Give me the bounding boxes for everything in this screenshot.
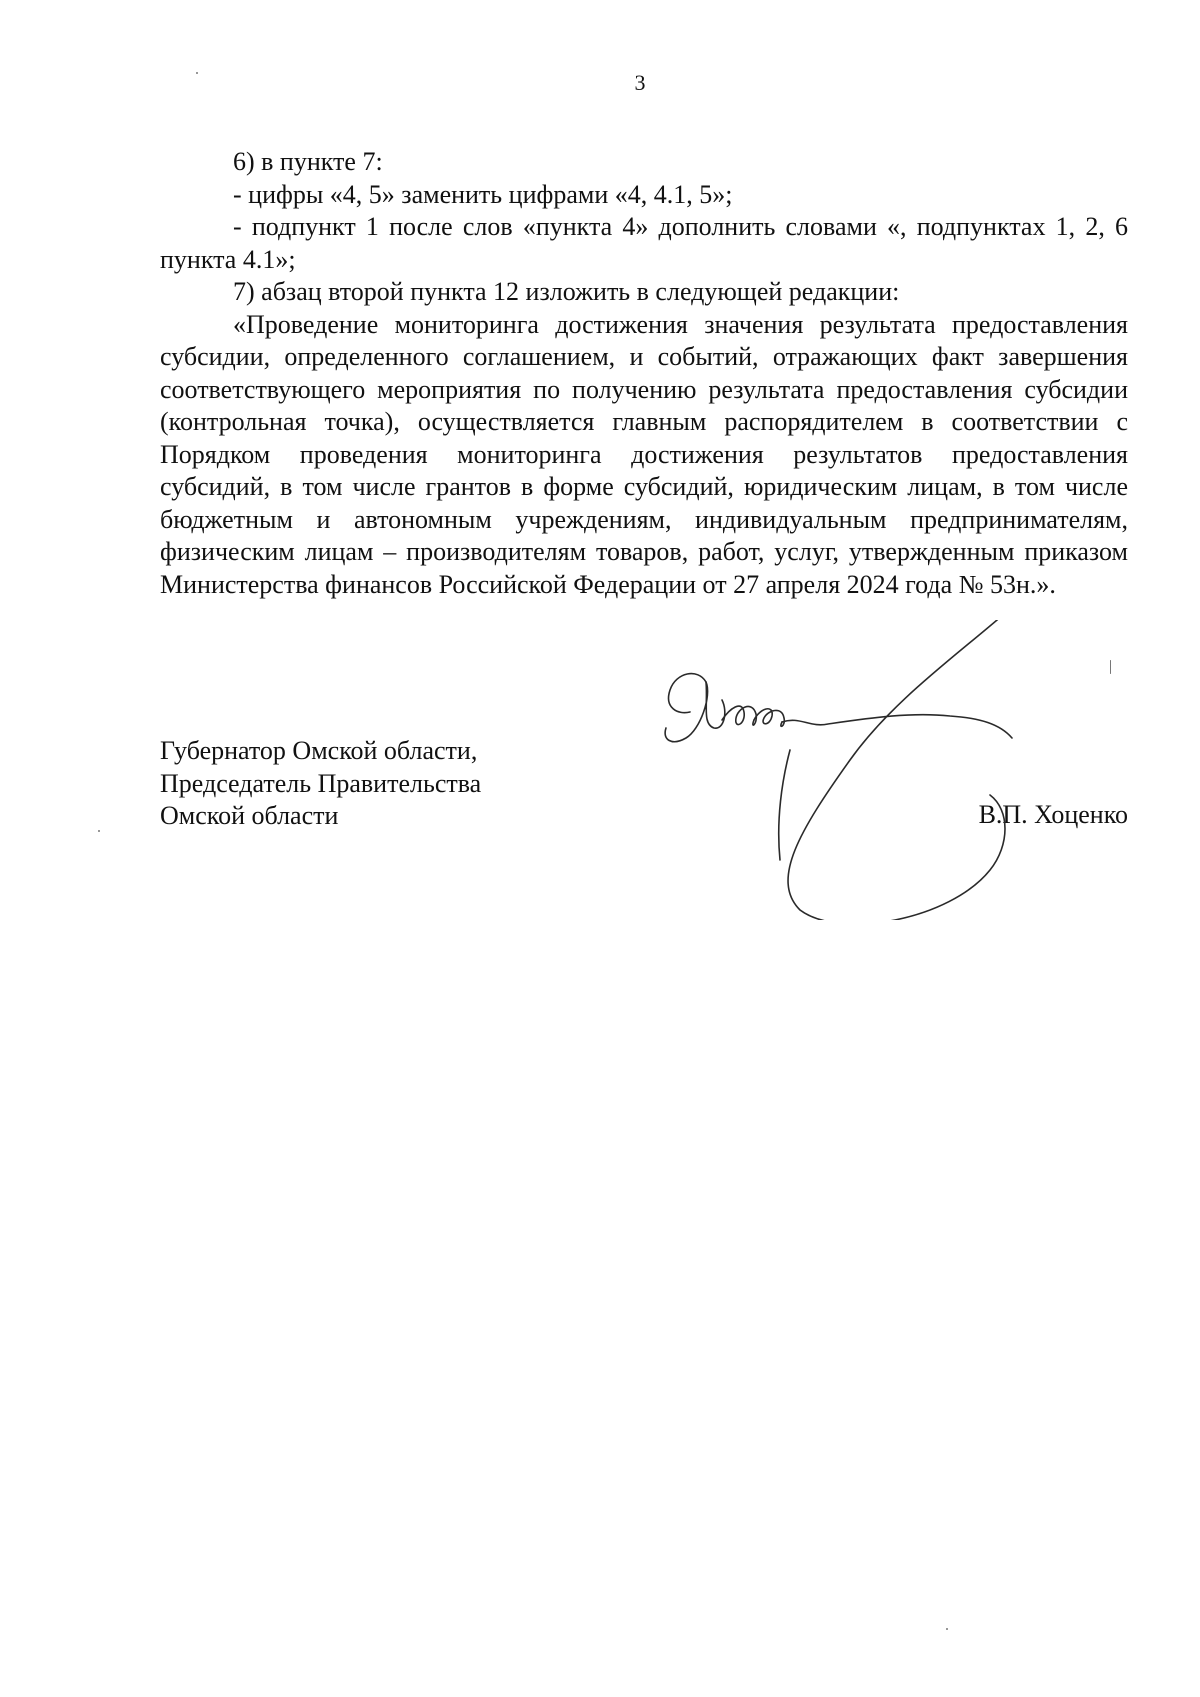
paragraph: 7) абзац второй пункта 12 изложить в следующей редакции: <box>233 277 900 306</box>
signature-stroke <box>722 706 756 725</box>
paragraph: - подпункт 1 после слов «пункта 4» дополнить словами «, подпунктах 1, 2, 6 пункта 4.1»; <box>160 212 1128 274</box>
page-number: 3 <box>634 70 646 95</box>
signer-name: В.П. Хоценко <box>978 800 1128 829</box>
paragraph: «Проведение мониторинга достижения значения результата предоставления субсидии, определенного соглашением, и событий, отражающих факт завершения соответствующего мероприятия по получению результата предоставления субсидии (контрольная точка), осуществляется главным распорядителем в соответствии с Порядком проведения мониторинга достижения результатов предоставления субсидий, в том числе грантов в форме субсидий, юридическим лицам, в том числе бюджетным и автономным учреждениям, индивидуальным предпринимателям, физическим лицам – производителям товаров, работ, услуг, утвержденным приказом Министерства финансов Российской Федерации от 27 апреля 2024 года № 53н.». <box>160 309 1128 599</box>
scan-speck <box>1110 660 1111 674</box>
document-body <box>160 146 1128 601</box>
scan-speck <box>946 1628 948 1630</box>
signature-stroke <box>706 682 725 728</box>
scan-speck <box>196 72 198 74</box>
signature-stroke <box>788 620 1030 920</box>
scan-speck <box>98 830 100 832</box>
signature-stroke <box>782 715 1012 738</box>
signature-stroke <box>754 709 784 727</box>
signature-stroke <box>779 750 790 860</box>
paragraph: 6) в пункте 7: <box>233 147 383 176</box>
paragraph: - цифры «4, 5» заменить цифрами «4, 4.1, 5»; <box>233 179 733 209</box>
signature-stroke <box>665 674 707 742</box>
signer-position-line: Председатель Правительства <box>160 768 482 798</box>
handwritten-signature <box>650 620 1150 920</box>
signer-position <box>160 735 481 833</box>
signer-position-line: Омской области <box>160 801 339 830</box>
signer-position-line: Губернатор Омской области, <box>160 736 478 765</box>
